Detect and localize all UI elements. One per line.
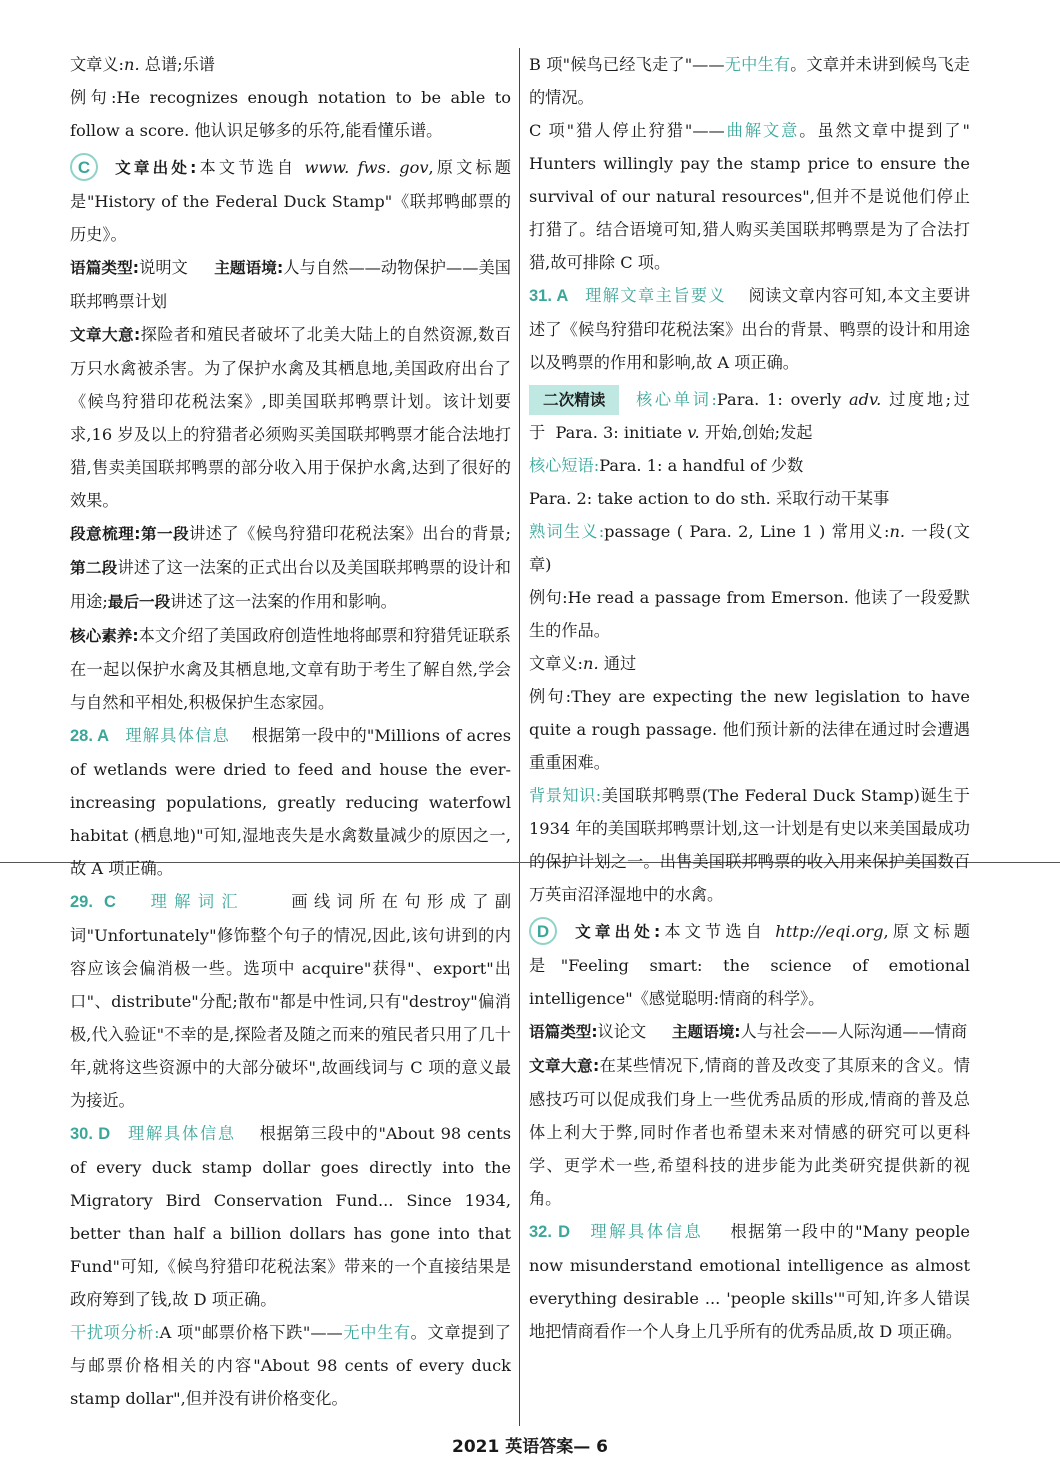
answer-31	[529, 279, 970, 379]
answer-32	[529, 1215, 970, 1348]
paragraph-1-label: 第一段	[140, 525, 190, 543]
question-number: 30. D	[70, 1125, 111, 1143]
distractor-label: 干扰项分析:	[70, 1323, 160, 1342]
pos: n.	[124, 55, 140, 74]
distractor-b	[529, 48, 970, 114]
explanation: 画线词所在句形成了副词"Unfortunately"修饰整个句子的情况,因此,该句讲到的内容应该会偏消极一些。选项中 acquire"获得"、export"出口"、distribute"分配;散布"都是中性词,只有"destroy"偏消极,代入验证"不幸的是,探险者及随之而来的殖民者只用了几十年,就将这些资源中的大部分破坏",故画线词与 C 项的意义最为接近。	[70, 892, 512, 1110]
distractor-a: A 项"邮票价格下跌"——	[159, 1323, 343, 1342]
question-number: 28. A	[70, 727, 110, 745]
source-url: http://eqi.org	[775, 922, 884, 941]
passage-d-source	[529, 915, 970, 1015]
question-number: 31. A	[529, 287, 569, 305]
type-value: 议论文	[597, 1022, 647, 1041]
skill-label: 理解具体信息	[125, 726, 231, 745]
paragraph-1-text: 讲述了《候鸟狩猎印花税法案》出台的背景;	[189, 524, 511, 543]
explanation: 根据第三段中的"About 98 cents of every duck stamp dollar goes directly into the Migratory Bird Conservation Fund... Since 1934, better than half a billion dollars has gone into that Fund"可知,《候鸟狩猎印花税法案》带来的一个直接结果是政府筹到了钱,故 D 项正确。	[70, 1124, 512, 1309]
passage-d-badge: D	[529, 917, 557, 945]
theme-value: 人与自然——动物保护——美国联邦鸭票计划	[70, 258, 511, 311]
distractor-c-explanation: 。虽然文章中提到了" Hunters willingly pay the stamp price to ensure the survival of our natural resources",但并不是说他们停止打猎了。结合语境可知,猎人购买美国联邦鸭票是为了合法打猎,故可排除 C 项。	[529, 121, 970, 272]
type-value: 说明文	[139, 258, 188, 277]
question-number: 29. C	[70, 893, 116, 911]
answer-30-distractors	[70, 1316, 511, 1415]
distractor-b-explanation: 。文章并未讲到候鸟飞走的情况。	[529, 55, 970, 107]
example-sentence: 例句:He recognizes enough notation to be able to follow a score. 他认识足够多的乐符,能看懂乐谱。	[70, 88, 511, 140]
familiar-example: 例句:He read a passage from Emerson. 他读了一段爱默生的作品。	[529, 588, 970, 640]
column-divider	[519, 48, 520, 1426]
theme-label: 主题语境:	[671, 1023, 741, 1041]
core-text: 本文介绍了美国政府创造性地将邮票和狩猎凭证联系在一起以保护水禽及其栖息地,文章有助于考生了解自然,学会与自然和平相处,积极保护生态家园。	[70, 626, 511, 712]
context-label: 文章义:	[529, 654, 584, 673]
passage-c-core	[70, 619, 511, 719]
theme-value: 人与社会——人际沟通——情商	[740, 1022, 968, 1041]
distractor-b-text: B 项"候鸟已经飞走了"——	[529, 55, 725, 74]
context-pos: n.	[583, 654, 599, 673]
paragraph-3-text: 讲述了这一法案的作用和影响。	[170, 592, 397, 611]
vocab-label: 核心单词:	[633, 390, 717, 409]
skill-label: 理解文章主旨要义	[585, 286, 727, 305]
distractor-a-text: 。文章提到了与邮票价格相关的内容"About 98 cents of every duck stamp dollar",但并没有讲价格变化。	[70, 1323, 511, 1408]
familiar-label: 熟词生义:	[529, 522, 605, 541]
source-title: ,原文标题是"History of the Federal Duck Stamp"《联邦鸭邮票的历史》。	[70, 158, 511, 244]
passage-d-summary	[529, 1049, 970, 1215]
reread-tag: 二次精读	[529, 385, 619, 415]
right-column	[529, 48, 970, 1348]
type-label: 语篇类型:	[529, 1023, 598, 1041]
paragraph-3-label: 最后一段	[107, 593, 171, 611]
passage-c-summary	[70, 318, 511, 517]
skill-label: 理解词汇	[150, 892, 246, 911]
background-text: 美国联邦鸭票(The Federal Duck Stamp)诞生于 1934 年的美国联邦鸭票计划,这一计划是有史以来美国最成功的保护计划之一。出售美国联邦鸭票的收入用来保护美国数百万英亩沼泽湿地中的水禽。	[529, 786, 970, 904]
vocab-2-pos: v.	[687, 423, 700, 442]
vocab-2: Para. 3: initiate	[555, 423, 688, 442]
definition: 总谱;乐谱	[139, 55, 215, 74]
familiar-def: 一段(文章)	[529, 522, 970, 574]
vocab-1: Para. 1: overly	[716, 390, 849, 409]
source-title: ,原文标题是"Feeling smart: the science of emotional intelligence"《感觉聪明:情商的科学》。	[529, 922, 970, 1008]
paragraph-label: 段意梳理:	[70, 525, 141, 543]
summary-label: 文章大意:	[70, 326, 141, 344]
core-phrase-2: Para. 2: take action to do sth. 采取行动干某事	[529, 489, 890, 508]
distractor-b-type: 无中生有	[724, 55, 791, 74]
skill-label: 理解具体信息	[128, 1124, 236, 1143]
answer-29	[70, 885, 511, 1117]
vocab-1-pos: adv.	[848, 390, 882, 409]
familiar-word	[529, 515, 970, 581]
phrase-label: 核心短语:	[529, 456, 600, 475]
distractor-c-type: 曲解文意	[724, 121, 800, 140]
left-column	[70, 48, 511, 1415]
source-label: 文章出处:	[571, 923, 661, 941]
distractor-a-type: 无中生有	[342, 1323, 411, 1342]
source-pre: 本文节选自	[196, 158, 305, 177]
context-meaning	[529, 647, 970, 680]
source-url: www. fws. gov	[304, 158, 429, 177]
core-phrase-1	[529, 449, 970, 482]
background-knowledge	[529, 779, 970, 911]
passage-c-paragraphs	[70, 517, 511, 619]
paragraph-2-text: 讲述了这一法案的正式出台以及美国联邦鸭票的设计和用途;	[70, 558, 511, 611]
source-pre: 本文节选自	[660, 922, 776, 941]
label: 文章义:	[70, 55, 125, 74]
explanation: 根据第一段中的"Many people now misunderstand emotional intelligence as almost everything desirable ... 'people skills'"可知,许多人错误地把情商看作一个人身上几乎所有的优秀品质,故 D 项正确。	[529, 1222, 971, 1341]
familiar-text: passage ( Para. 2, Line 1 ) 常用义:	[604, 522, 890, 541]
passage-c-badge: C	[70, 153, 98, 181]
skill-label: 理解具体信息	[590, 1222, 704, 1241]
vocab-2-def: 开始,创始;发起	[699, 423, 813, 442]
context-def: 通过	[598, 654, 637, 673]
core-label: 核心素养:	[70, 627, 139, 645]
page-footer: 2021 英语答案— 6	[452, 1437, 608, 1457]
summary-text: 在某些情况下,情商的普及改变了其原来的含义。情感技巧可以促成我们身上一些优秀品质的形成,情商的普及总体上利大于弊,同时作者也希望未来对情感的研究可以更科学、更学术一些,希望科技的进步能为此类研究提供新的视角。	[529, 1056, 970, 1208]
distractor-c	[529, 114, 970, 279]
core-vocab	[529, 383, 970, 449]
explanation: 阅读文章内容可知,本文主要讲述了《候鸟狩猎印花税法案》出台的背景、鸭票的设计和用途以及鸭票的作用和影响,故 A 项正确。	[529, 286, 971, 372]
answer-28	[70, 719, 511, 885]
answer-30	[70, 1117, 511, 1316]
vocab-1-def: 过度地;过于	[529, 390, 970, 442]
type-label: 语篇类型:	[70, 259, 140, 277]
context-meaning-line	[70, 48, 511, 81]
passage-c-type-theme	[70, 251, 511, 318]
context-example: 例句:They are expecting the new legislation to have quite a rough passage. 他们预计新的法律在通过时会遭遇重重困难。	[529, 687, 970, 772]
passage-d-type-theme	[529, 1015, 970, 1049]
distractor-c-text: C 项"猎人停止狩猎"——	[529, 121, 725, 140]
explanation: 根据第一段中的"Millions of acres of wetlands were dried to feed and house the ever-increasing populations, greatly reducing waterfowl habitat (栖息地)"可知,湿地丧失是水禽数量减少的原因之一,故 A 项正确。	[70, 726, 512, 878]
background-label: 背景知识:	[529, 786, 602, 805]
passage-c-source	[70, 151, 511, 251]
paragraph-2-label: 第二段	[70, 559, 118, 577]
phrase-1: Para. 1: a handful of 少数	[599, 456, 804, 475]
source-label: 文章出处:	[112, 159, 197, 177]
theme-label: 主题语境:	[214, 259, 284, 277]
familiar-pos: n.	[889, 522, 906, 541]
summary-label: 文章大意:	[529, 1057, 600, 1075]
question-number: 32. D	[529, 1223, 571, 1241]
summary-text: 探险者和殖民者破坏了北美大陆上的自然资源,数百万只水禽被杀害。为了保护水禽及其栖息地,美国政府出台了《候鸟狩猎印花税法案》,即美国联邦鸭票计划。该计划要求,16 岁及以上的狩猎者必须购买美国联邦鸭票才能合法地打猎,售卖美国联邦鸭票的部分收入用于保护水禽,达到了很好的效果。	[70, 325, 511, 510]
